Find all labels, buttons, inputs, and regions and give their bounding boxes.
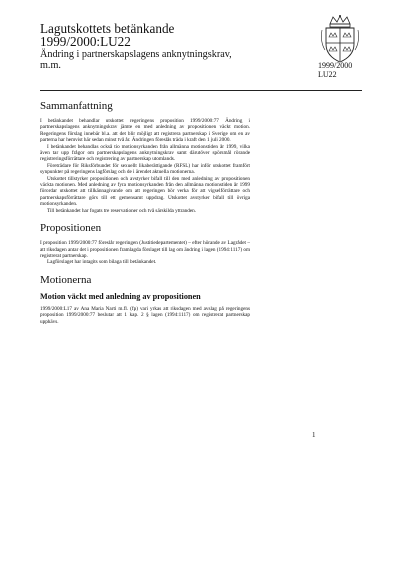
- section-heading-summary: Sammanfattning: [40, 100, 113, 112]
- subsection-heading-motion: Motion väckt med anledning av propositionen: [40, 291, 201, 301]
- document-id-block: [318, 62, 352, 79]
- report-subtitle: Ändring i partnerskapslagens anknytningskrav, m.m.: [40, 49, 232, 71]
- summary-paragraph: Till betänkandet har fogats tre reservationer och två särskilda yttranden.: [47, 207, 197, 214]
- section-heading-motions: Motionerna: [40, 273, 92, 286]
- document-code: LU22: [318, 69, 337, 79]
- motion-paragraph: 1999/2000:L17 av Ana Maria Narti m.fl. (fp) vari yrkas att riksdagen med avslag på regeringens proposition 1999/2000:77 beslutar att 1 kap. 2 § lagen (1994:1117) om registrerat partnerskap upphävs.: [40, 305, 250, 325]
- page-number: 1: [312, 431, 316, 439]
- section-heading-proposition: Propositionen: [40, 222, 102, 235]
- summary-paragraph: Utskottet tillstyrker propositionen och avstyrker bifall till den med anledning av propositionen väckta motionen. Med anledning av fyra motionsyrkanden från den allmänna motionstiden år 1999 förordar utskottet att tillkännagivande om att regeringen bör verka för att vigselförrättare och partnerskapsförrättare görs till ett gemensamt uppdrag. Utskottet avstyrker bifall till övriga motionsyrkanden.: [40, 175, 250, 208]
- report-title: Lagutskottets betänkande: [40, 21, 175, 36]
- riksdag-crest-icon: [318, 14, 362, 64]
- summary-paragraph: I betänkandet behandlas också tio motionsyrkanden från allmänna motionstiden år 1999, vilka även tar upp frågor om partnerskapslagens anknytningskrav samt därutöver spörsmål rörande registreringsförrättare och registrering av partnerskap utomlands.: [40, 143, 250, 163]
- document-session: 1999/2000: [318, 61, 353, 70]
- document-header: [40, 22, 240, 71]
- report-number: 1999/2000:LU22: [40, 34, 131, 49]
- proposition-paragraph: Lagförslaget har intagits som bilaga till betänkandet.: [47, 259, 157, 266]
- proposition-paragraph: I proposition 1999/2000:77 föreslår regeringen (Justitiedepartementet) – efter hörande av Lagrådet – att riksdagen antar det i propositionen framlagda förslaget till lag om ändring i lagen (1994:1117) om registrerat partnerskap.: [40, 240, 250, 259]
- summary-paragraph: I betänkandet behandlar utskottet regeringens proposition 1999/2000:77 Ändring i partnerskapslagens anknytningskrav jämte en med anledning av propositionen väckt motion. Regeringens förslag innebär bl.a. att det blir möjligt att registrera partnerskap i Sverige om en av parterna har hemvist här sedan minst två år. Ändringen föreslås träda i kraft den 1 juli 2000.: [40, 118, 250, 144]
- summary-paragraph: Företrädare för Riksförbundet för sexuellt likaberättigande (RFSL) har inför utskottet framfört synpunkter på regeringens lagförslag och de i ärendet aktuella motionerna.: [40, 162, 250, 176]
- document-body: [40, 92, 250, 325]
- header-divider: [40, 90, 362, 91]
